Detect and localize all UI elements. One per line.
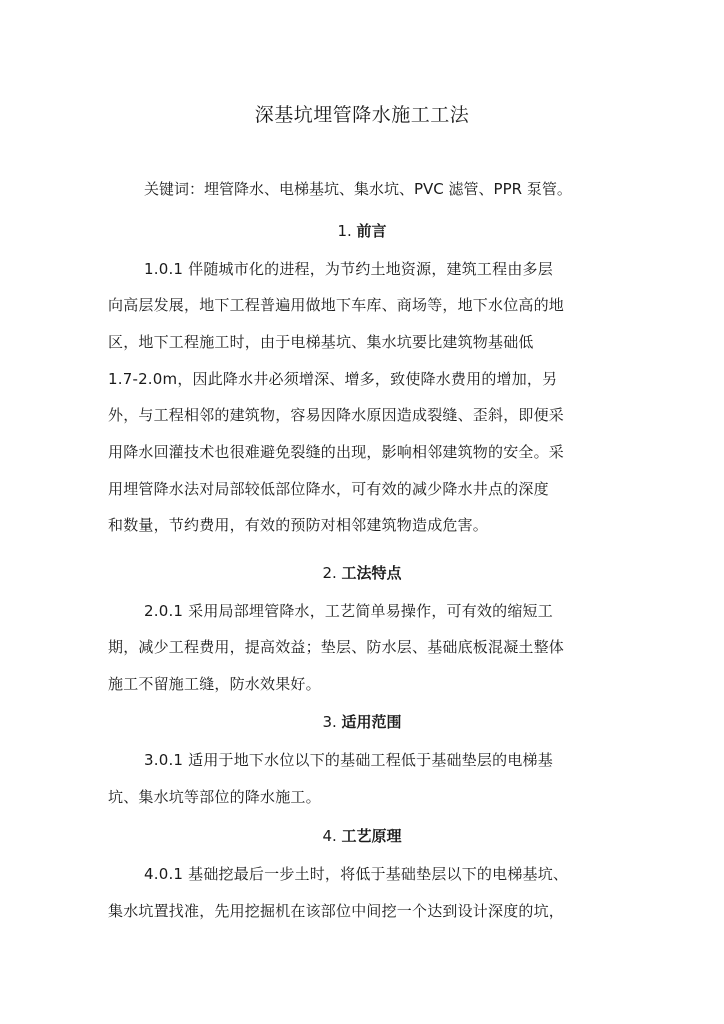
paragraph-line: 1.7-2.0m，因此降水井必须增深、增多，致使降水费用的增加，另	[108, 370, 558, 388]
paragraph-line: 1.0.1 伴随城市化的进程，为节约土地资源，建筑工程由多层	[144, 260, 553, 278]
paragraph-line: 期，减少工程费用，提高效益；垫层、防水层、基础底板混凝土整体	[108, 638, 565, 656]
paragraph-line: 和数量，节约费用，有效的预防对相邻建筑物造成危害。	[108, 516, 489, 534]
section-title: 适用范围	[341, 713, 402, 731]
section-title: 前言	[356, 222, 387, 240]
section-number: 4.	[322, 827, 337, 845]
keywords-line: 关键词：埋管降水、电梯基坑、集水坑、PVC 滤管、PPR 泵管。	[144, 180, 572, 198]
section-heading	[0, 220, 724, 241]
paragraph-line: 区，地下工程施工时，由于电梯基坑、集水坑要比建筑物基础低	[108, 333, 534, 351]
paragraph-line: 向高层发展，地下工程普遍用做地下车库、商场等，地下水位高的地	[108, 296, 565, 314]
paragraph-line: 施工不留施工缝，防水效果好。	[108, 675, 321, 693]
section-number: 3.	[322, 713, 337, 731]
paragraph-line: 用降水回灌技术也很难避免裂缝的出现，影响相邻建筑物的安全。采	[108, 443, 565, 461]
section-title: 工艺原理	[341, 827, 402, 845]
paragraph-line: 用埋管降水法对局部较低部位降水，可有效的减少降水井点的深度	[108, 480, 549, 498]
paragraph-line: 坑、集水坑等部位的降水施工。	[108, 788, 321, 806]
section-heading	[0, 825, 724, 846]
document-title: 深基坑埋管降水施工工法	[254, 104, 470, 126]
section-title: 工法特点	[341, 564, 402, 582]
paragraph-line: 外，与工程相邻的建筑物，容易因降水原因造成裂缝、歪斜，即便采	[108, 406, 565, 424]
section-number: 1.	[337, 222, 352, 240]
section-heading	[0, 562, 724, 583]
paragraph-line: 4.0.1 基础挖最后一步土时，将低于基础垫层以下的电梯基坑、	[144, 865, 569, 883]
section-number: 2.	[322, 564, 337, 582]
section-heading	[0, 711, 724, 732]
paragraph-line: 集水坑置找准，先用挖掘机在该部位中间挖一个达到设计深度的坑，	[108, 902, 565, 920]
paragraph-line: 3.0.1 适用于地下水位以下的基础工程低于基础垫层的电梯基	[144, 751, 553, 769]
paragraph-line: 2.0.1 采用局部埋管降水，工艺简单易操作，可有效的缩短工	[144, 602, 553, 620]
